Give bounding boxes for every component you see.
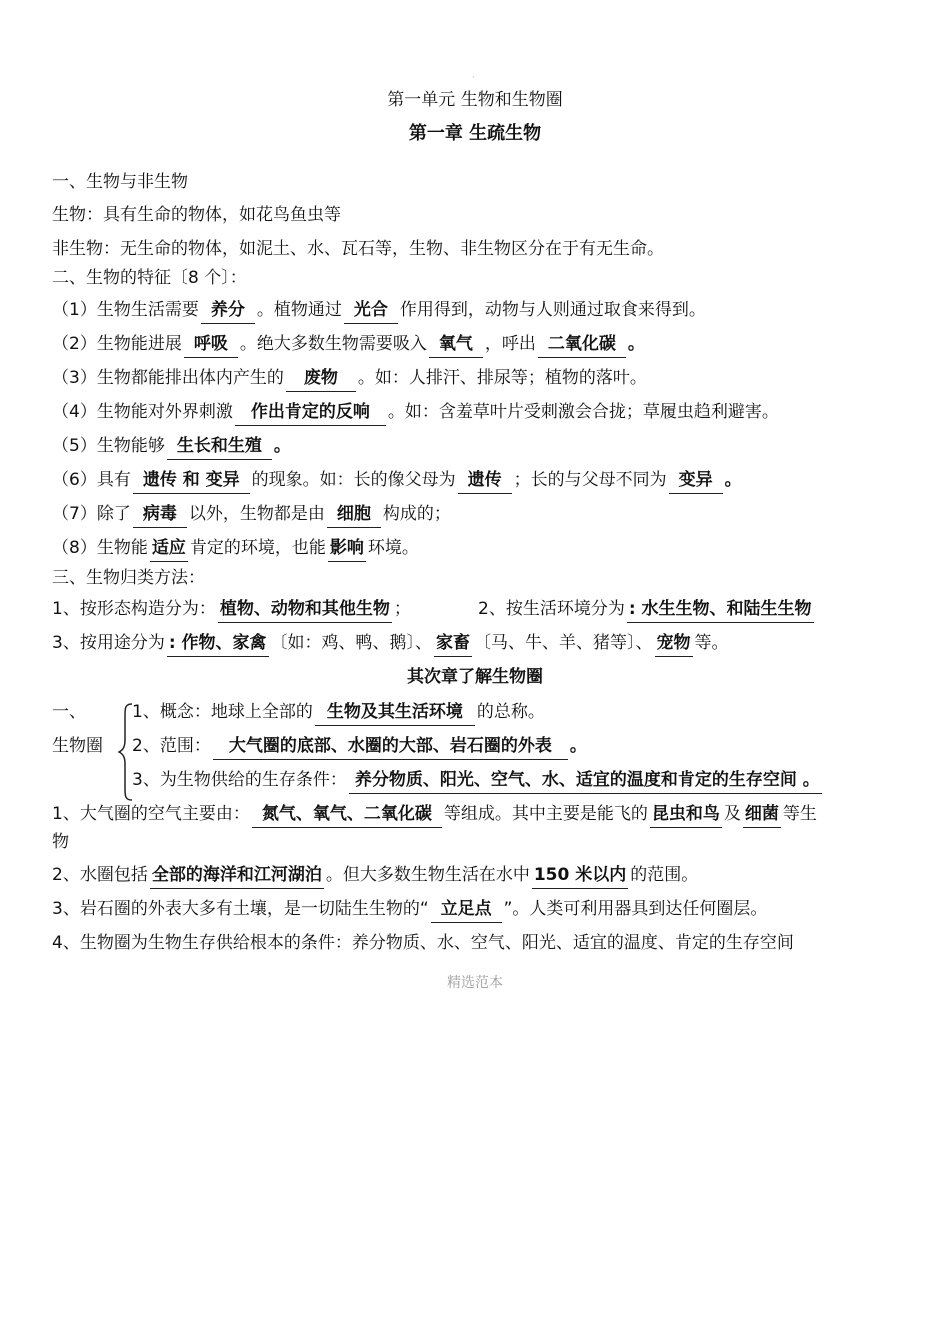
feature-2: [52, 336, 645, 358]
fill-blank: 变异: [669, 472, 723, 494]
text: 以外，生物都是由: [188, 504, 325, 524]
feature-8: [52, 540, 419, 562]
fill-blank: 全部的海洋和江河湖泊: [150, 867, 324, 889]
text: （1）生物生活需要: [52, 300, 199, 320]
text: 的范围。: [630, 865, 699, 885]
text: 。如：人排汗、排尿等；植物的落叶。: [357, 368, 647, 388]
fill-blank: 氮气、氧气、二氧化碳: [252, 806, 442, 828]
text: 肯定的环境，也能: [189, 538, 326, 558]
fill-blank: 昆虫和鸟: [650, 806, 722, 828]
text: 3、岩石圈的外表大多有土壤，是一切陆生生物的“: [52, 899, 429, 919]
fill-blank: 遗传: [458, 472, 512, 494]
classify-by-form: [52, 601, 411, 623]
fill-blank: 植物、动物和其他生物: [218, 601, 392, 623]
text: 等组成。其中主要是能飞的: [443, 804, 648, 824]
hydrosphere-info: [52, 867, 698, 889]
text: 。: [569, 736, 587, 756]
classify-by-habitat: [478, 601, 816, 623]
fill-blank: 二氧化碳: [538, 336, 626, 358]
fill-blank: : 水生生物、和陆生生物: [627, 601, 814, 623]
atmosphere-info: [52, 806, 817, 828]
text: 。植物通过: [256, 300, 342, 320]
fill-blank: 废物: [286, 370, 356, 392]
feature-6: [52, 472, 742, 494]
text: 的现象。如：长的像父母为: [251, 470, 456, 490]
text: ，呼出: [484, 334, 536, 354]
text: （7）除了: [52, 504, 131, 524]
text: 3、按用途分为: [52, 633, 165, 653]
fill-blank: 作出肯定的反响: [235, 404, 386, 426]
text: 2、范围：: [132, 736, 211, 756]
nonliving-definition: 非生物：无生命的物体，如泥土、水、瓦石等，生物、非生物区分在于有无生命。: [52, 239, 664, 259]
text: 1、大气圈的空气主要由：: [52, 804, 250, 824]
feature-3: [52, 370, 647, 392]
text: 。绝大多数生物需要吸入: [239, 334, 427, 354]
text: 作用得到，动物与人则通过取食来得到。: [399, 300, 706, 320]
lithosphere-info: [52, 901, 767, 923]
biosphere-conditions: [132, 772, 824, 794]
fill-blank: 家畜: [434, 635, 472, 657]
fill-blank: 光合: [344, 302, 398, 324]
chapter2-title: 其次章了解生物圈: [407, 667, 543, 687]
text: 〔如：鸡、鸭、鹅〕、: [270, 633, 433, 653]
text: 。但大多数生物生活在水中: [325, 865, 530, 885]
biosphere-range: [132, 738, 587, 760]
fill-blank: : 作物、家禽: [167, 635, 269, 657]
footer-watermark: 精选范本: [447, 975, 503, 991]
text: 。如：含羞草叶片受刺激会合拢；草履虫趋利避害。: [387, 402, 779, 422]
text: 。: [724, 470, 742, 490]
biosphere-concept: [132, 704, 545, 726]
fill-blank: 150 米以内: [532, 867, 628, 889]
unit-title: 第一单元 生物和生物圈: [387, 90, 563, 110]
fill-blank: 氧气: [429, 336, 483, 358]
text: （2）生物能进展: [52, 334, 182, 354]
text: （5）生物能够: [52, 436, 165, 456]
fill-blank: 适应: [150, 540, 188, 562]
text: 3、为生物供给的生存条件：: [132, 770, 347, 790]
biosphere-label: 生物圈: [52, 736, 103, 756]
fill-blank: 生物及其生活环境: [315, 704, 475, 726]
text: 2、水圈包括: [52, 865, 148, 885]
fill-blank: 病毒: [133, 506, 187, 528]
fill-blank: 宠物: [655, 635, 693, 657]
text: 构成的；: [382, 504, 451, 524]
feature-7: [52, 506, 451, 528]
text: 及: [723, 804, 741, 824]
feature-4: [52, 404, 779, 426]
text: 1、按形态构造分为：: [52, 599, 216, 619]
text: 。: [627, 334, 645, 354]
fill-blank: 细胞: [327, 506, 381, 528]
fill-blank: 呼吸: [184, 336, 238, 358]
sec2-heading: 二、生物的特征〔8 个〕：: [52, 268, 247, 288]
text: （3）生物都能排出体内产生的: [52, 368, 284, 388]
atmosphere-info-wrap: 物: [52, 832, 69, 852]
fill-blank: 立足点: [431, 901, 502, 923]
fill-blank: 影响: [328, 540, 366, 562]
feature-1: [52, 302, 706, 324]
text: 。: [273, 436, 291, 456]
feature-5: [52, 438, 291, 460]
fill-blank: 遗传 和 变异: [133, 472, 250, 494]
biosphere-label-prefix: 一、: [52, 702, 86, 722]
sec3-heading: 三、生物归类方法：: [52, 568, 205, 588]
text: （6）具有: [52, 470, 131, 490]
fill-blank: 大气圈的底部、水圈的大部、岩石圈的外表: [213, 738, 568, 760]
text: 的总称。: [476, 702, 545, 722]
text: 1、概念：地球上全部的: [132, 702, 313, 722]
text: ；: [393, 599, 411, 619]
fill-blank: 细菌: [743, 806, 781, 828]
fill-blank: 生长和生殖: [167, 438, 272, 460]
text: （4）生物能对外界刺激: [52, 402, 233, 422]
text: 等。: [694, 633, 729, 653]
top-dot: ·: [472, 73, 475, 82]
living-definition: 生物：具有生命的物体，如花鸟鱼虫等: [52, 205, 341, 225]
text: 等生: [782, 804, 817, 824]
classify-by-use: [52, 635, 729, 657]
chapter1-title: 第一章 生疏生物: [408, 123, 542, 144]
text: 2、按生活环境分为: [478, 599, 625, 619]
biosphere-conditions-summary: 4、生物圈为生物生存供给根本的条件：养分物质、水、空气、阳光、适宜的温度、肯定的生存空间: [52, 933, 794, 953]
fill-blank: 养分物质、阳光、空气、水、适宜的温度和肯定的生存空间 。: [349, 772, 822, 794]
text: 环境。: [367, 538, 419, 558]
text: 〔马、牛、羊、猪等〕、: [474, 633, 653, 653]
text: （8）生物能: [52, 538, 148, 558]
text: ；长的与父母不同为: [513, 470, 667, 490]
text: ”。人类可利用器具到达任何圈层。: [503, 899, 768, 919]
sec1-heading: 一、生物与非生物: [52, 172, 188, 192]
fill-blank: 养分: [201, 302, 255, 324]
